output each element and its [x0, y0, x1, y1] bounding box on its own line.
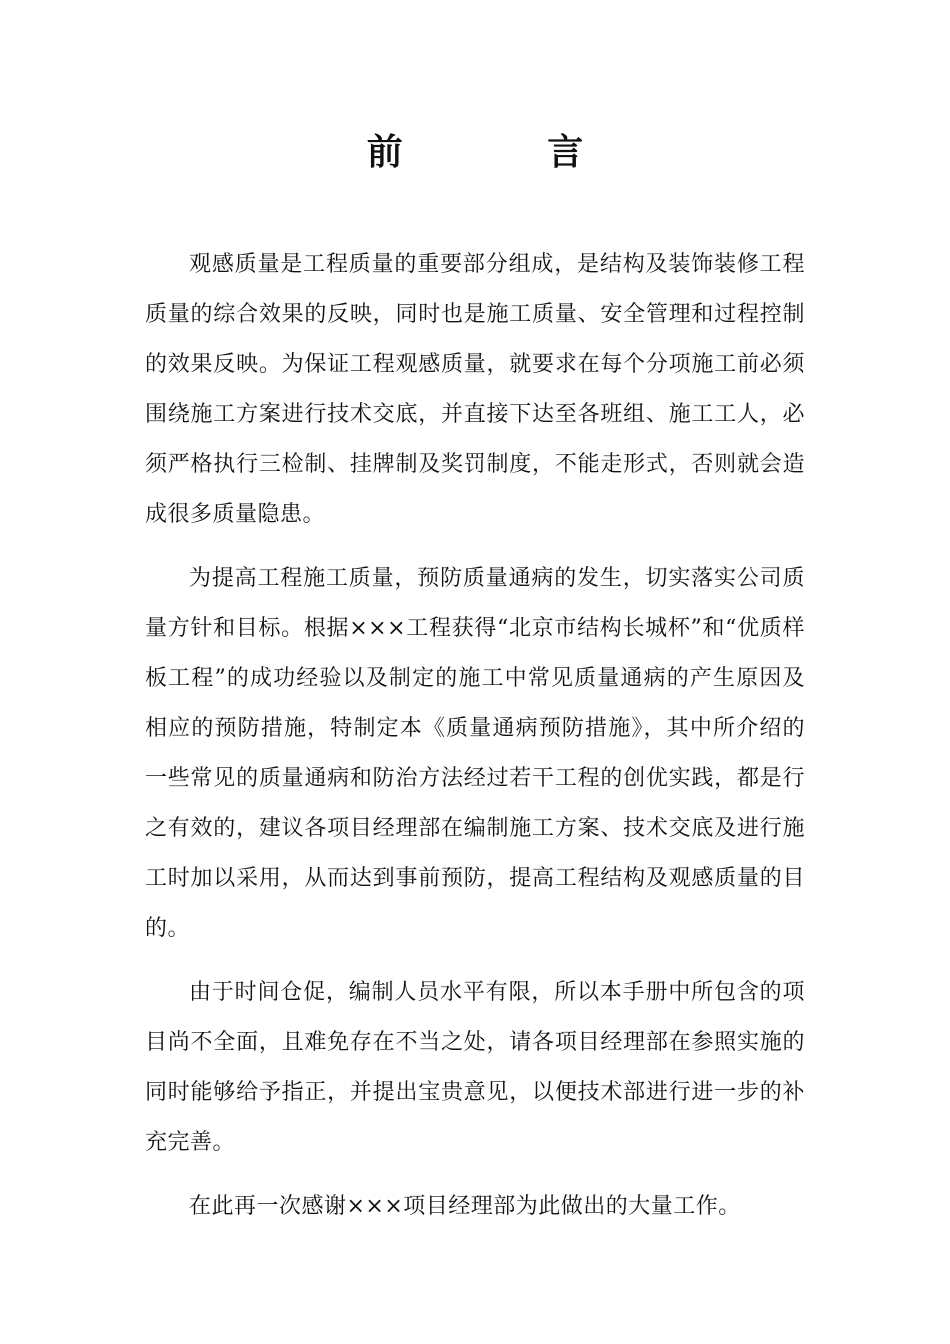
paragraph-4: 在此再一次感谢×××项目经理部为此做出的大量工作。 [189, 1194, 741, 1219]
paragraph-2: 为提高工程施工质量，预防质量通病的发生，切实落实公司质量方针和目标。根据×××工程获得“北京市结构长城杯”和“优质样板工程”的成功经验以及制定的施工中常见质量通病的产生原因及相应的预防措施，特制定本《质量通病预防措施》，其中所介绍的一些常见的质量通病和防治方法经过若干工程的创优实践，都是行之有效的，建议各项目经理部在编制施工方案、技术交底及进行施工时加以采用，从而达到事前预防，提高工程结构及观感质量的目的。 [145, 566, 805, 941]
document-body [145, 240, 805, 1246]
paragraph-1: 观感质量是工程质量的重要部分组成，是结构及装饰装修工程质量的综合效果的反映，同时也是施工质量、安全管理和过程控制的效果反映。为保证工程观感质量，就要求在每个分项施工前必须围绕施工方案进行技术交底，并直接下达至各班组、施工工人，必须严格执行三检制、挂牌制及奖罚制度，不能走形式，否则就会造成很多质量隐患。 [145, 252, 805, 527]
page-title: 前 言 [366, 131, 650, 173]
paragraph-3: 由于时间仓促，编制人员水平有限，所以本手册中所包含的项目尚不全面，且难免存在不当之处，请各项目经理部在参照实施的同时能够给予指正，并提出宝贵意见，以便技术部进行进一步的补充完善。 [145, 980, 805, 1155]
